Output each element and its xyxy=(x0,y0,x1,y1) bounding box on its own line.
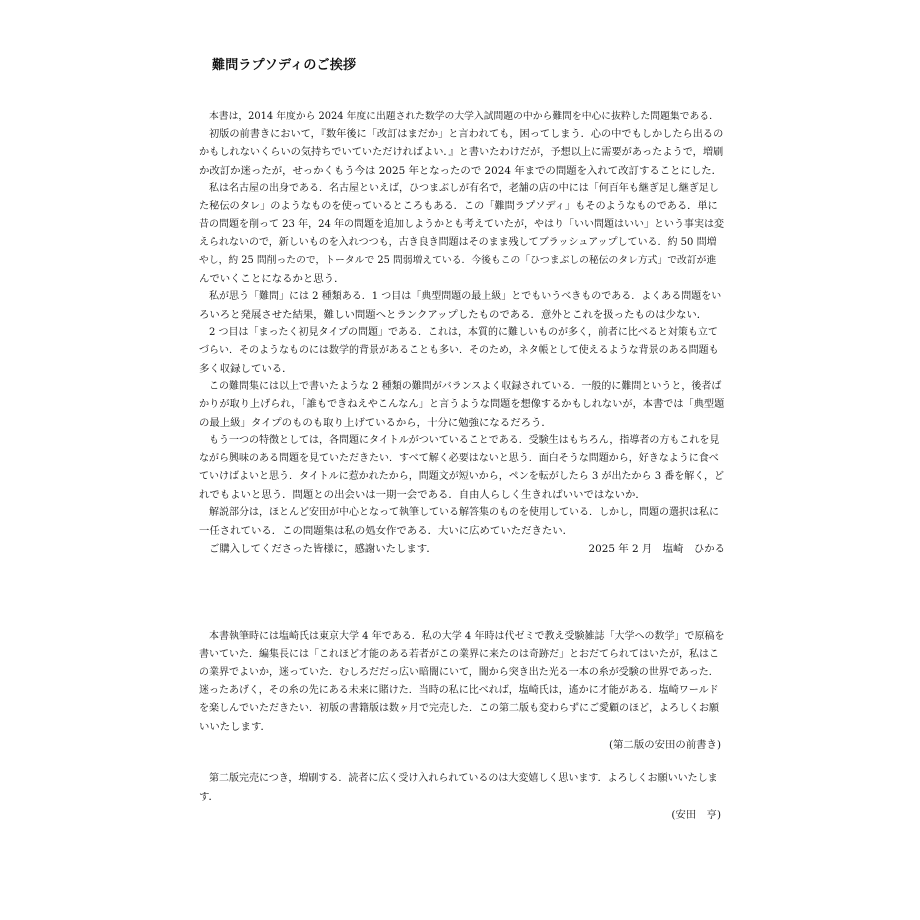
paragraph-line: えられないので，新しいものを入れつつも，古き良き問題はそのまま残してブラッシュアップしている．約 50 問増 xyxy=(199,237,717,248)
paragraph-line: んでいくことになるかと思う． xyxy=(199,273,345,285)
paragraph-line: ろいろと発展させた結果，難しい問題へとランクアップしたものである．意外とこれを扱ったものは少ない． xyxy=(199,309,708,321)
closing-signature: (安田 亨) xyxy=(671,809,721,821)
paragraph-line: 2 つ目は「まったく初見タイプの問題」である．これは，本質的に難しいものが多く，前者に比べると対策も立て xyxy=(209,327,718,338)
paragraph-line: 多く収録している． xyxy=(199,363,293,375)
thanks-text: ご購入してくださった皆様に，感謝いたします． xyxy=(209,543,437,555)
page-title: 難問ラプソディのご挨拶 xyxy=(212,58,357,73)
paragraph-line: 昔の問題を削って 23 年，24 年の問題を追加しようかとも考えていたが，やはり「いい問題はいい」という事実は変 xyxy=(199,219,724,230)
paragraph-line: かもしれないくらいの気持ちでいていただければよい．』と書いたわけだが，予想以上に需要があったようで，増刷 xyxy=(199,147,724,158)
paragraph-line: た秘伝のタレ」のようなものを使っているところもある．この「難問ラプソディ」もそのようなものである．単に xyxy=(199,201,718,212)
paragraph-line: 一任されている．この問題集は私の処女作である．大いに広めていただきたい． xyxy=(199,525,574,537)
paragraph-line: ながら興味のある問題を見ていただきたい．すべて解く必要はないと思う．面白そうな問題から，好きなように食べ xyxy=(199,453,719,464)
paragraph-line: ていけばよいと思う．タイトルに惹かれたから，問題文が短いから，ペンを転がしたら 3 が出たから 3 番を解く，ど xyxy=(199,471,725,482)
paragraph-line: れでもよいと思う．問題との出会いは一期一会である．自由人らしく生きればいいではないか． xyxy=(199,489,646,501)
note-signature: (第二版の安田の前書き) xyxy=(608,739,721,751)
paragraph-line: す． xyxy=(199,791,219,803)
paragraph-line: を楽しんでいただきたい．初版の書籍版は数ヶ月で完売した．この第二版も変わらずにご愛顧のほど，よろしくお願 xyxy=(199,703,719,714)
paragraph-line: 本書は，2014 年度から 2024 年度に出題された数学の大学入試問題の中から難問を中心に抜粋した問題集である． xyxy=(209,111,719,122)
paragraph-line: の最上級」タイプのものも取り上げているから，十分に勉強になるだろう． xyxy=(199,417,552,429)
paragraph-line: づらい．そのようなものには数学的背景があることも多い．そのため，ネタ帳として使えるような背景のある問題も xyxy=(199,345,719,356)
paragraph-line: 迷ったあげく，その糸の先にある未来に賭けた．当時の私に比べれば，塩崎氏は，遙かに才能がある．塩崎ワールド xyxy=(199,685,719,696)
closing-section xyxy=(199,770,725,824)
paragraph-line: 私が思う「難問」には 2 種類ある．1 つ目は「典型問題の最上級」とでもいうべきものである．よくある問題をい xyxy=(209,291,722,302)
intro-signoff xyxy=(199,540,725,558)
paragraph-line: か改訂か迷ったが，せっかくもう今は 2025 年となったので 2024 年までの問題を入れて改訂することにした． xyxy=(199,165,723,177)
paragraph-line: この難問集には以上で書いたような 2 種類の難問がバランスよく収録されている．一般的に難問というと，後者ば xyxy=(209,381,722,392)
second-edition-note xyxy=(199,628,725,754)
paragraph-line: もう一つの特徴としては，各問題にタイトルがついていることである．受験生はもちろん，指導者の方もこれを見 xyxy=(209,435,720,446)
date-author: 2025 年 2 月 塩崎 ひかる xyxy=(588,543,725,555)
paragraph-line: 第二版完売につき，増刷する．読者に広く受け入れられているのは大変嬉しく思います．よろしくお願いいたしま xyxy=(209,773,718,784)
paragraph-line: 解説部分は，ほとんど安田が中心となって執筆している解答集のものを使用している．しかし，問題の選択は私に xyxy=(209,507,719,518)
intro-section xyxy=(199,108,725,558)
paragraph-line: いいたします． xyxy=(199,721,271,733)
paragraph-line: 初版の前書きにおいて，『数年後に「改訂はまだか」と言われても，困ってしまう．心の中でもしかしたら出るの xyxy=(209,129,724,140)
paragraph-line: 本書執筆時には塩崎氏は東京大学 4 年である．私の大学 4 年時は代ゼミで教え受験雑誌「大学への数学」で原稿を xyxy=(209,631,725,642)
paragraph-line: かりが取り上げられ，「誰もできねえやこんなん」と言うような問題を想像するかもしれないが，本書では「典型題 xyxy=(199,399,725,410)
paragraph-line: 私は名古屋の出身である．名古屋といえば，ひつまぶしが有名で，老舗の店の中には「何百年も継ぎ足し継ぎ足し xyxy=(209,183,719,194)
paragraph-line: やし，約 25 問削ったので，トータルで 25 問弱増えている．今後もこの「ひつまぶしの秘伝のタレ方式」で改訂が進 xyxy=(199,255,717,266)
paragraph-line: の業界でよいか，迷っていた．むしろだだっ広い暗闇にいて，闇から突き出た光る一本の糸が受験の世界であった． xyxy=(199,667,719,678)
paragraph-line: 書いていた．編集長には「これほど才能のある若者がこの業界に来たのは奇跡だ」とおだてられてはいたが，私はこ xyxy=(199,649,719,660)
